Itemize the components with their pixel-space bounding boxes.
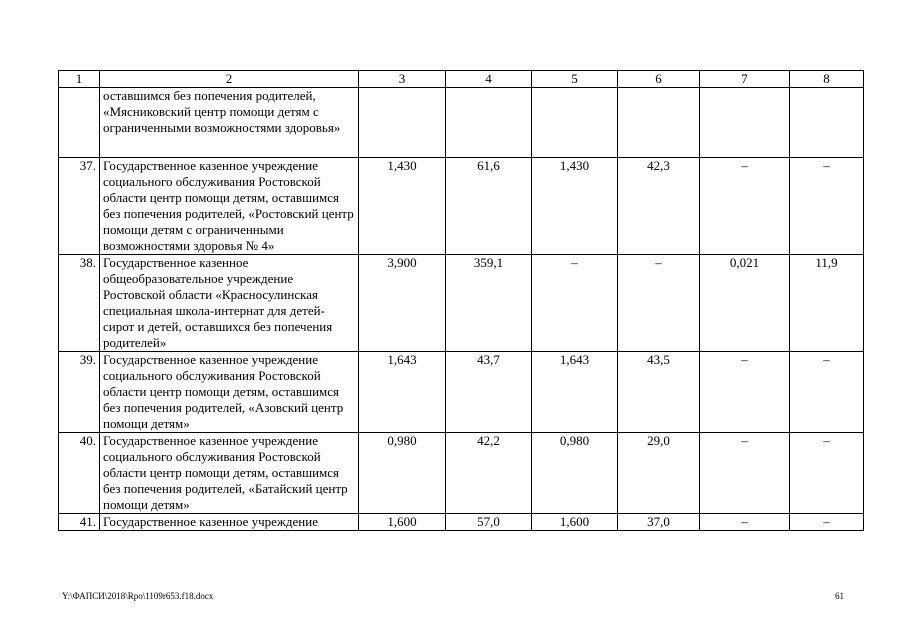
cell-value: – — [700, 433, 790, 514]
cell-value: 61,6 — [446, 158, 532, 255]
cell-value: – — [790, 514, 864, 531]
table-row — [59, 433, 864, 514]
cell-value — [532, 88, 618, 158]
cell-value: 0,980 — [359, 433, 446, 514]
institution-name: Государственное казенное учреждение — [100, 514, 359, 531]
cell-value — [359, 88, 446, 158]
cell-value: – — [700, 158, 790, 255]
cell-value: 1,643 — [359, 352, 446, 433]
cell-value: – — [790, 352, 864, 433]
column-number: 2 — [100, 71, 359, 88]
cell-value: 1,600 — [532, 514, 618, 531]
table-row — [59, 158, 864, 255]
column-number: 3 — [359, 71, 446, 88]
table-row — [59, 514, 864, 531]
cell-value: 1,430 — [532, 158, 618, 255]
footer-file-path: Y:\ФАПСИ\2018\Rpo\1109r653.f18.docx — [62, 591, 214, 601]
column-number: 6 — [618, 71, 700, 88]
cell-value: 43,7 — [446, 352, 532, 433]
cell-value: 359,1 — [446, 255, 532, 352]
cell-value: 0,021 — [700, 255, 790, 352]
institution-name: Государственное казенное общеобразовательное учреждение Ростовской области «Красносулинская специальная школа-интернат для детей-сирот и детей, оставшихся без попечения родителей» — [100, 255, 359, 352]
institution-name: Государственное казенное учреждение социального обслуживания Ростовской области центр помощи детям, оставшимся без попечения родителей, «Азовский центр помощи детям» — [100, 352, 359, 433]
institution-name: оставшимся без попечения родителей, «Мясниковский центр помощи детям с ограниченными возможностями здоровья» — [100, 88, 359, 158]
institution-name: Государственное казенное учреждение социального обслуживания Ростовской области центр помощи детям, оставшимся без попечения родителей, «Батайский центр помощи детям» — [100, 433, 359, 514]
cell-value: 43,5 — [618, 352, 700, 433]
cell-value: 29,0 — [618, 433, 700, 514]
cell-value: – — [618, 255, 700, 352]
cell-value: – — [532, 255, 618, 352]
cell-value: 11,9 — [790, 255, 864, 352]
column-number-row — [59, 71, 864, 88]
cell-value: 1,430 — [359, 158, 446, 255]
row-number: 41. — [59, 514, 100, 531]
cell-value: 57,0 — [446, 514, 532, 531]
cell-value: 0,980 — [532, 433, 618, 514]
cell-value — [446, 88, 532, 158]
cell-value: 1,643 — [532, 352, 618, 433]
column-number: 4 — [446, 71, 532, 88]
cell-value: – — [700, 514, 790, 531]
institution-name: Государственное казенное учреждение социального обслуживания Ростовской области центр помощи детям, оставшимся без попечения родителей, «Ростовский центр помощи детям с ограниченными возможностями здоровья № 4» — [100, 158, 359, 255]
cell-value: 37,0 — [618, 514, 700, 531]
column-number: 1 — [59, 71, 100, 88]
page-number: 61 — [835, 591, 844, 601]
cell-value: 3,900 — [359, 255, 446, 352]
row-number: 40. — [59, 433, 100, 514]
table-row — [59, 88, 864, 158]
cell-value: 42,3 — [618, 158, 700, 255]
column-number: 5 — [532, 71, 618, 88]
cell-value: 42,2 — [446, 433, 532, 514]
row-number: 39. — [59, 352, 100, 433]
cell-value: – — [700, 352, 790, 433]
cell-value — [790, 88, 864, 158]
row-number: 37. — [59, 158, 100, 255]
cell-value: 1,600 — [359, 514, 446, 531]
table-row — [59, 352, 864, 433]
cell-value: – — [790, 158, 864, 255]
table-row — [59, 255, 864, 352]
cell-value — [700, 88, 790, 158]
column-number: 8 — [790, 71, 864, 88]
row-number: 38. — [59, 255, 100, 352]
cell-value — [618, 88, 700, 158]
row-number — [59, 88, 100, 158]
data-table — [58, 70, 864, 531]
cell-value: – — [790, 433, 864, 514]
column-number: 7 — [700, 71, 790, 88]
